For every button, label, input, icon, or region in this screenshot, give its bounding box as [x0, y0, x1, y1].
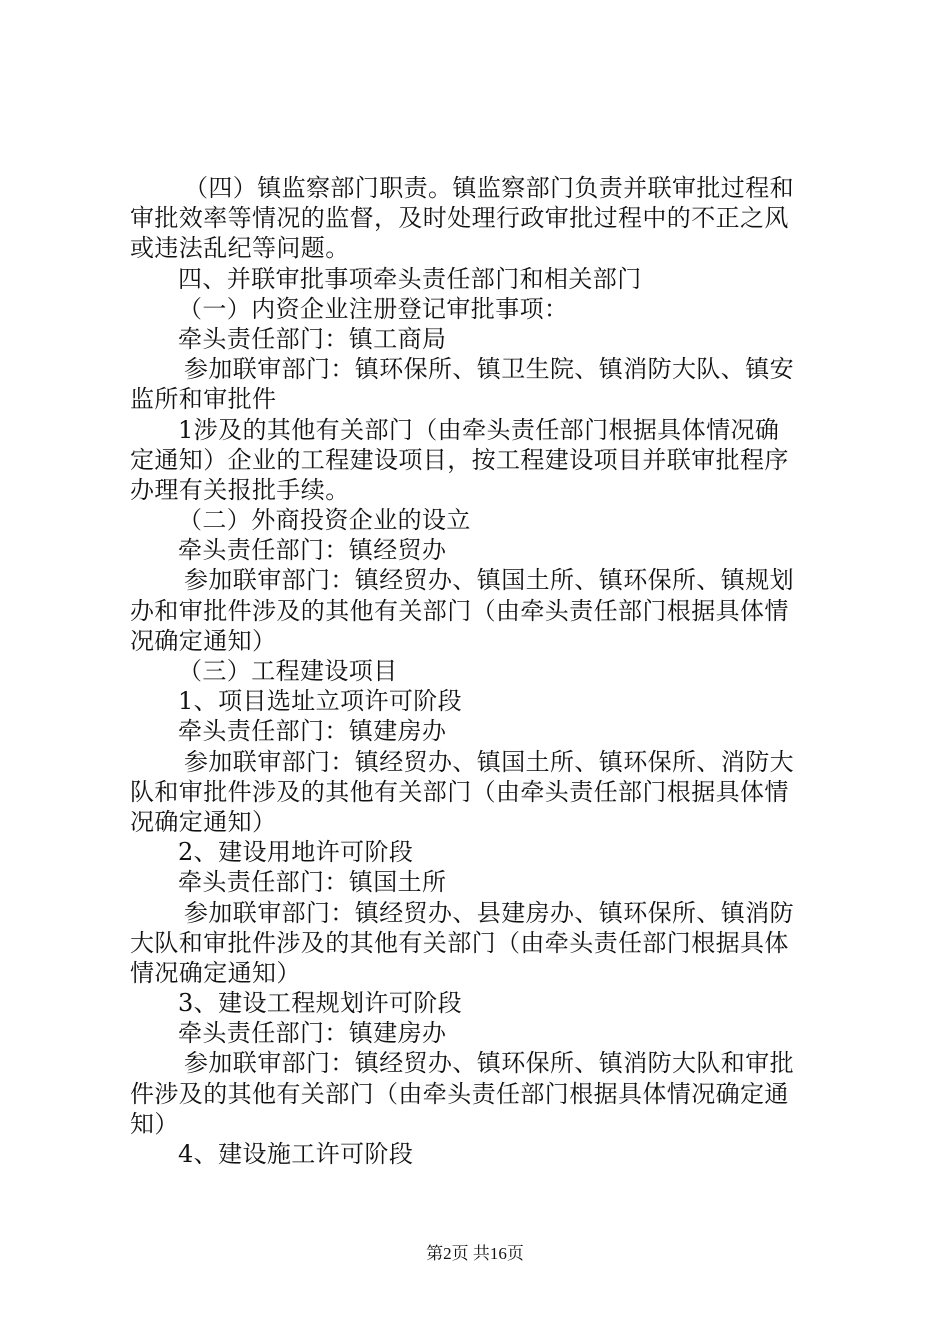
text-line: 大队和审批件涉及的其他有关部门（由牵头责任部门根据具体 [130, 928, 789, 957]
text-line: 参加联审部门：镇经贸办、县建房办、镇环保所、镇消防 [184, 898, 794, 927]
text-line: 参加联审部门：镇环保所、镇卫生院、镇消防大队、镇安 [184, 355, 794, 384]
text-line: 参加联审部门：镇经贸办、镇国土所、镇环保所、镇规划 [184, 566, 794, 595]
text-line: 情况确定通知） [130, 958, 301, 987]
text-line: 办理有关报批手续。 [130, 475, 350, 504]
text-line: （三）工程建设项目 [178, 657, 398, 685]
text-line: （四）镇监察部门职责。镇监察部门负责并联审批过程和 [184, 174, 794, 202]
text-line: 办和审批件涉及的其他有关部门（由牵头责任部门根据具体情 [130, 596, 789, 625]
text-line: 监所和审批件 [130, 385, 277, 414]
text-line: 件涉及的其他有关部门（由牵头责任部门根据具体情况确定通 [130, 1079, 789, 1108]
text-line: 1、项目选址立项许可阶段 [178, 687, 463, 716]
text-line: 况确定通知） [130, 807, 277, 836]
text-line: 或违法乱纪等问题。 [130, 234, 350, 263]
text-line: 牵头责任部门：镇国土所 [178, 868, 447, 897]
text-line: 3、建设工程规划许可阶段 [178, 989, 463, 1018]
text-line: 2、建设用地许可阶段 [178, 838, 414, 867]
text-line: 四、并联审批事项牵头责任部门和相关部门 [178, 264, 642, 293]
text-line: 况确定通知） [130, 626, 277, 655]
text-line: 牵头责任部门：镇工商局 [178, 324, 447, 353]
text-line: 4、建设施工许可阶段 [178, 1140, 414, 1168]
text-line: （一）内资企业注册登记审批事项： [178, 294, 569, 323]
document-body [130, 173, 832, 1169]
text-line: 牵头责任部门：镇经贸办 [178, 536, 447, 565]
text-line: 牵头责任部门：镇建房办 [178, 717, 447, 746]
text-line: 定通知）企业的工程建设项目，按工程建设项目并联审批程序 [130, 445, 789, 474]
text-line: 知） [130, 1109, 179, 1138]
text-line: （二）外商投资企业的设立 [178, 506, 471, 535]
page-footer: 第2页 共16页 [426, 1244, 524, 1263]
text-line: 牵头责任部门：镇建房办 [178, 1019, 447, 1048]
text-line: 审批效率等情况的监督，及时处理行政审批过程中的不正之风 [130, 204, 789, 233]
text-line: 队和审批件涉及的其他有关部门（由牵头责任部门根据具体情 [130, 777, 789, 806]
text-line: 参加联审部门：镇经贸办、镇国土所、镇环保所、消防大 [184, 747, 794, 776]
text-line: 1涉及的其他有关部门（由牵头责任部门根据具体情况确 [178, 415, 780, 444]
text-line: 参加联审部门：镇经贸办、镇环保所、镇消防大队和审批 [184, 1049, 794, 1078]
